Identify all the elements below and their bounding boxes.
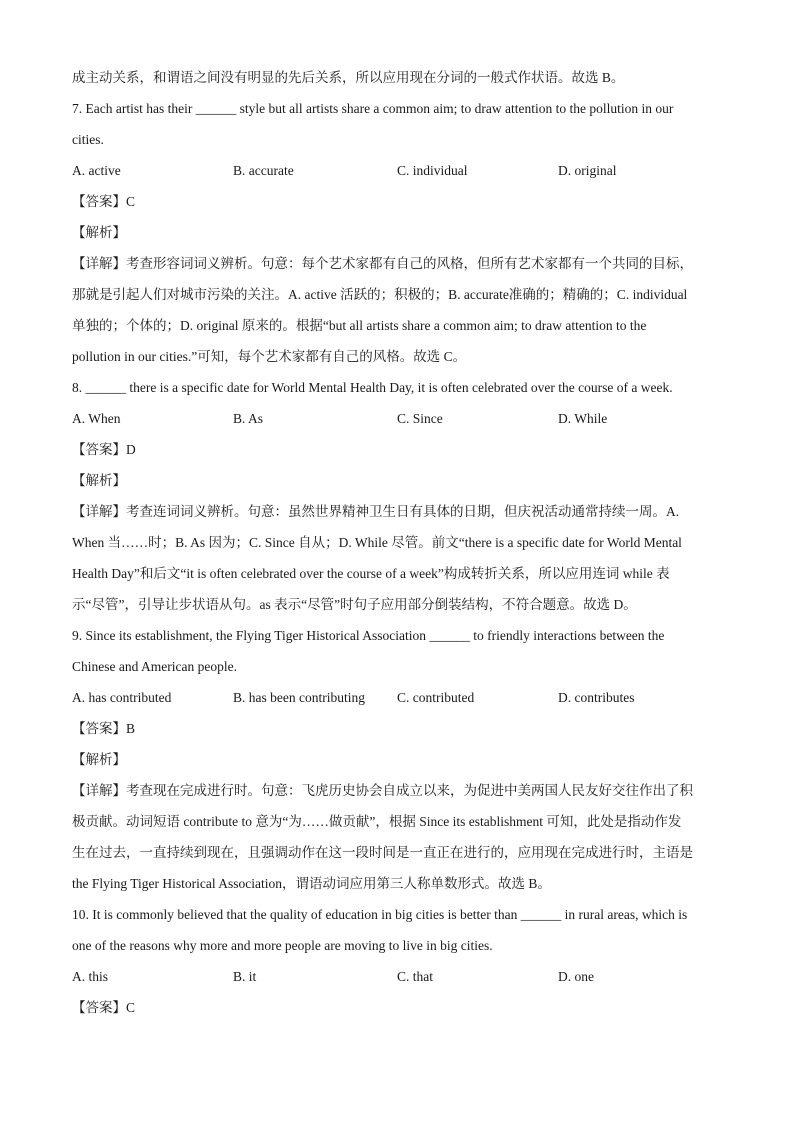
text-line: 【解析】: [72, 752, 126, 767]
document-content: [72, 62, 722, 1023]
answer-option: A. When: [72, 411, 121, 426]
answer-option: C. contributed: [397, 690, 475, 705]
text-line: 【答案】C: [72, 194, 136, 209]
text-line: 【解析】: [72, 473, 126, 488]
text-line: 【详解】考查形容词词义辨析。句意：每个艺术家都有自己的风格，但所有艺术家都有一个共同的目标，: [72, 256, 693, 271]
text-line: 9. Since its establishment, the Flying Tiger Historical Association ______ to friendly interactions between the: [72, 628, 665, 643]
text-line: 那就是引起人们对城市污染的关注。A. active 活跃的；积极的；B. accurate准确的；精确的；C. individual: [72, 287, 688, 302]
text-line: 生在过去，一直持续到现在，且强调动作在这一段时间是一直正在进行的，应用现在完成进行时，主语是: [72, 845, 693, 860]
answer-option: D. one: [558, 969, 594, 984]
answer-option: D. contributes: [558, 690, 635, 705]
answer-options: [72, 682, 722, 713]
answer-option: A. this: [72, 969, 109, 984]
answer-option: B. accurate: [233, 163, 294, 178]
text-line: 示“尽管”，引导让步状语从句。as 表示“尽管”时句子应用部分倒装结构，不符合题意。故选 D。: [72, 597, 637, 612]
text-line: When 当……时；B. As 因为；C. Since 自从；D. While 尽管。前文“there is a specific date for World Mental: [72, 535, 682, 550]
text-line: Health Day”和后文“it is often celebrated over the course of a week”构成转折关系，所以应用连词 while 表: [72, 566, 670, 581]
text-line: 【详解】考查现在完成进行时。句意：飞虎历史协会自成立以来，为促进中美两国人民友好交往作出了积: [72, 783, 693, 798]
answer-options: [72, 961, 722, 992]
text-line: 【答案】D: [72, 442, 136, 457]
text-line: Chinese and American people.: [72, 659, 237, 674]
text-line: 【答案】C: [72, 1000, 136, 1015]
text-line: 【答案】B: [72, 721, 136, 736]
text-line: cities.: [72, 132, 104, 147]
answer-option: D. original: [558, 163, 617, 178]
text-line: 【详解】考查连词词义辨析。句意：虽然世界精神卫生日有具体的日期，但庆祝活动通常持续一周。A.: [72, 504, 680, 519]
answer-options: [72, 155, 722, 186]
text-line: pollution in our cities.”可知，每个艺术家都有自己的风格。故选 C。: [72, 349, 467, 364]
text-line: 10. It is commonly believed that the quality of education in big cities is better than ______ in rural areas, which is: [72, 907, 688, 922]
text-line: 8. ______ there is a specific date for World Mental Health Day, it is often celebrated over the course of a week.: [72, 380, 673, 395]
answer-option: C. individual: [397, 163, 468, 178]
text-line: 单独的；个体的；D. original 原来的。根据“but all artists share a common aim; to draw attention to the: [72, 318, 647, 333]
answer-option: A. active: [72, 163, 121, 178]
answer-option: A. has contributed: [72, 690, 172, 705]
answer-option: D. While: [558, 411, 608, 426]
answer-option: B. has been contributing: [233, 690, 365, 705]
text-line: one of the reasons why more and more people are moving to live in big cities.: [72, 938, 493, 953]
answer-option: C. Since: [397, 411, 443, 426]
answer-options: [72, 403, 722, 434]
text-line: 极贡献。动词短语 contribute to 意为“为……做贡献”，根据 Since its establishment 可知，此处是指动作发: [72, 814, 682, 829]
answer-option: C. that: [397, 969, 433, 984]
text-line: the Flying Tiger Historical Association，谓语动词应用第三人称单数形式。故选 B。: [72, 876, 551, 891]
text-line: 成主动关系，和谓语之间没有明显的先后关系，所以应用现在分词的一般式作状语。故选 B。: [72, 70, 625, 85]
answer-option: B. As: [233, 411, 264, 426]
text-line: 7. Each artist has their ______ style but all artists share a common aim; to draw attention to the pollution in our: [72, 101, 674, 116]
text-line: 【解析】: [72, 225, 126, 240]
answer-option: B. it: [233, 969, 257, 984]
